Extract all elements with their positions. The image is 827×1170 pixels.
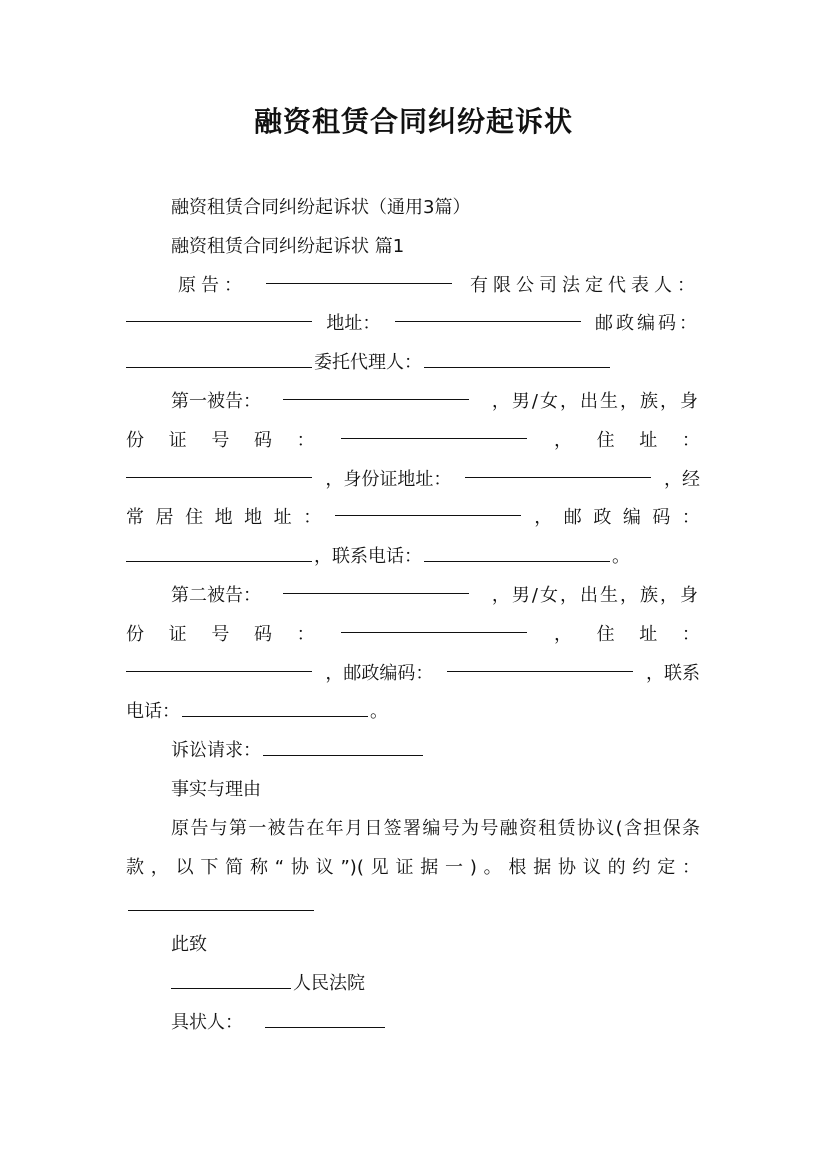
id-char: 住 <box>596 429 615 451</box>
id-char: ， <box>553 429 572 451</box>
id-char: 份 <box>126 623 144 645</box>
defendant2-line-1 <box>126 577 700 616</box>
defendant1-line-1 <box>126 383 700 422</box>
defendant1-gender: ，男/女，出生，族，身 <box>491 390 700 412</box>
defendant2-line-2 <box>126 616 700 655</box>
plaintiff-line-2 <box>126 305 700 344</box>
signer-label: 具状人： <box>171 1011 243 1033</box>
res-char: 邮 <box>563 507 582 529</box>
res-char: ： <box>681 507 700 529</box>
res-char: 居 <box>155 507 174 529</box>
signer-blank <box>265 1011 385 1028</box>
document-title: 融资租赁合同纠纷起诉状 <box>253 105 573 138</box>
facts-text: 原告与第一被告在年月日签署编号为号融资租赁协议(含担保条款，以下简称“协议”)(见证据一)。根据协议的约定： <box>126 817 700 878</box>
defendant1-name-blank <box>283 383 469 400</box>
id-char: 号 <box>211 429 230 451</box>
res-char: ： <box>303 507 322 529</box>
res-char: 常 <box>126 507 144 529</box>
id-char: 码 <box>253 429 272 451</box>
defendant1-label: 第一被告： <box>171 390 261 412</box>
defendant1-phone-label: ，联系电话： <box>314 546 422 568</box>
defendant1-phone-blank <box>424 545 610 562</box>
res-char: 政 <box>593 507 612 529</box>
claims-label: 诉讼请求： <box>171 740 261 762</box>
plaintiff-company-suffix: 有限公司法定代表人： <box>470 274 700 296</box>
id-char: ： <box>296 623 315 645</box>
claims <box>126 732 700 771</box>
defendant2-postcode-label: ，邮政编码： <box>325 662 434 684</box>
defendant1-id-blank <box>341 422 527 439</box>
res-char: 住 <box>185 507 204 529</box>
res-char: 地 <box>214 507 233 529</box>
period: 。 <box>370 701 388 723</box>
defendant2-name-blank <box>283 577 469 594</box>
facts-heading: 事实与理由 <box>171 778 261 800</box>
plaintiff-block <box>126 267 700 383</box>
id-char: 址 <box>639 429 658 451</box>
id-char: ： <box>681 623 700 645</box>
res-char: 编 <box>622 507 641 529</box>
id-char: 码 <box>253 623 272 645</box>
id-char: ： <box>296 429 315 451</box>
id-char: ： <box>681 429 700 451</box>
facts-blank <box>128 894 314 911</box>
id-char: 号 <box>211 623 230 645</box>
plaintiff-line-1 <box>126 267 700 306</box>
closing: 此致 <box>171 934 207 956</box>
defendant2-block <box>126 577 700 732</box>
defendant1-address-blank <box>126 461 312 478</box>
res-char: 码 <box>652 507 671 529</box>
section-heading: 融资租赁合同纠纷起诉状 篇1 <box>171 235 405 257</box>
defendant2-label: 第二被告： <box>171 584 261 606</box>
defendant1-line-4 <box>126 499 700 538</box>
defendant2-postcode-blank <box>447 655 633 672</box>
defendant1-residence-blank <box>335 499 521 516</box>
res-char: 址 <box>273 507 292 529</box>
defendant2-gender: ，男/女，出生，族，身 <box>491 584 700 606</box>
court-blank <box>171 972 291 989</box>
defendant1-jing: ，经 <box>663 468 700 490</box>
defendant2-address-blank <box>126 655 312 672</box>
defendant2-phone-blank <box>182 700 368 717</box>
defendant1-postcode-blank <box>126 545 312 562</box>
plaintiff-agent-blank <box>424 351 610 368</box>
res-char: ， <box>534 507 553 529</box>
subtitle: 融资租赁合同纠纷起诉状（通用3篇） <box>171 197 471 218</box>
court-suffix: 人民法院 <box>293 972 365 994</box>
plaintiff-label: 原告： <box>178 274 247 296</box>
document-body <box>126 189 700 1043</box>
facts-paragraph <box>126 810 700 926</box>
defendant2-phone-part2: 电话： <box>126 701 180 723</box>
defendant1-line-3 <box>126 461 700 500</box>
plaintiff-postcode-blank <box>126 351 312 368</box>
plaintiff-line-3 <box>126 344 700 383</box>
defendant1-line-5 <box>126 538 700 577</box>
defendant1-id-address-label: ，身份证地址： <box>325 468 452 490</box>
id-char: 证 <box>168 429 187 451</box>
court-line <box>126 965 700 1004</box>
plaintiff-agent-label: 委托代理人： <box>314 352 422 374</box>
plaintiff-address-label: 地址： <box>326 313 381 335</box>
representative-blank <box>126 305 312 322</box>
defendant1-block <box>126 383 700 577</box>
plaintiff-address-blank <box>395 305 581 322</box>
id-char: 份 <box>126 429 144 451</box>
defendant2-line-4 <box>126 693 700 732</box>
id-char: ， <box>553 623 572 645</box>
claims-blank <box>263 739 423 756</box>
signer-line <box>126 1004 700 1043</box>
period: 。 <box>612 546 630 568</box>
defendant2-line-3 <box>126 655 700 694</box>
defendant1-line-2 <box>126 422 700 461</box>
defendant2-id-blank <box>341 616 527 633</box>
id-char: 址 <box>639 623 658 645</box>
id-char: 证 <box>168 623 187 645</box>
res-char: 地 <box>244 507 263 529</box>
plaintiff-name-blank <box>266 267 452 284</box>
defendant1-id-address-blank <box>465 461 651 478</box>
defendant2-phone-part1: ，联系 <box>645 662 700 684</box>
plaintiff-postcode-label: 邮政编码： <box>594 313 700 335</box>
id-char: 住 <box>596 623 615 645</box>
